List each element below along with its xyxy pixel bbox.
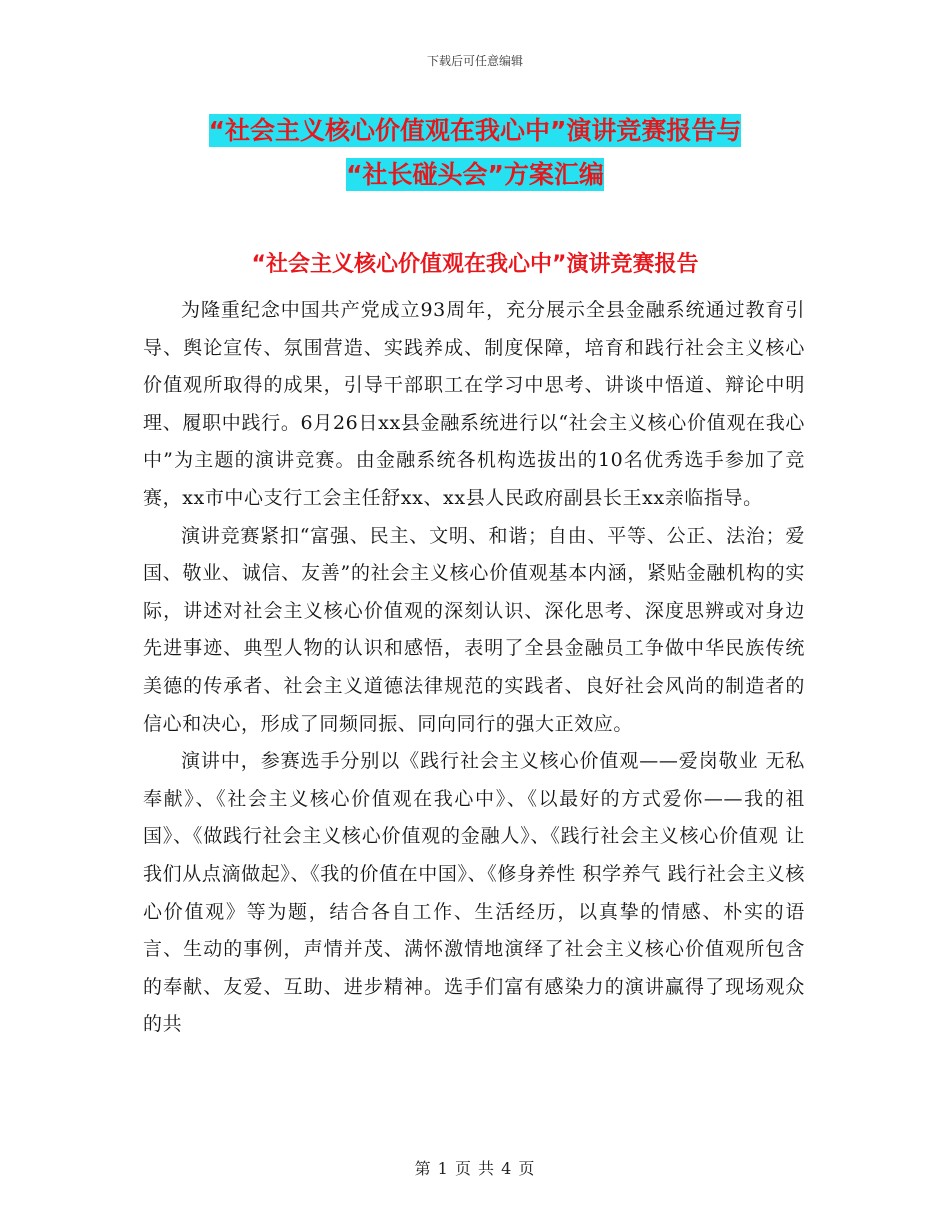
paragraph: 演讲竞赛紧扣“富强、民主、文明、和谐；自由、平等、公正、法治；爱国、敬业、诚信、友善”的社会主义核心价值观基本内涵，紧贴金融机构的实际，讲述对社会主义核心价值观的深刻认识、深化思考、深度思辨或对身边先进事迹、典型人物的认识和感悟，表明了全县金融员工争做中华民族传统美德的传承者、社会主义道德法律规范的实践者、良好社会风尚的制造者的信心和决心，形成了同频同振、同向同行的强大正效应。 xyxy=(143,524,805,735)
header-note: 下载后可任意编辑 xyxy=(426,54,523,68)
body-text xyxy=(143,292,805,1044)
page-footer: 第 1 页 共 4 页 xyxy=(414,1159,536,1178)
paragraph: 为隆重纪念中国共产党成立93周年，充分展示全县金融系统通过教育引导、舆论宣传、氛围营造、实践养成、制度保障，培育和践行社会主义核心价值观所取得的成果，引导干部职工在学习中思考、讲谈中悟道、辩论中明理、履职中践行。6月26日xx县金融系统进行以“社会主义核心价值观在我心中”为主题的演讲竞赛。由金融系统各机构选拔出的10名优秀选手参加了竞赛，xx市中心支行工会主任舒xx、xx县人民政府副县长王xx亲临指导。 xyxy=(143,299,805,509)
section-title: “社会主义核心价值观在我心中”演讲竞赛报告 xyxy=(251,252,699,277)
document-title-line-2-text: “社长碰头会”方案汇编 xyxy=(346,160,604,189)
document-title-line-1-text: “社会主义核心价值观在我心中”演讲竞赛报告与 xyxy=(208,116,742,145)
paragraph: 演讲中，参赛选手分别以《践行社会主义核心价值观——爱岗敬业 无私奉献》、《社会主义核心价值观在我心中》、《以最好的方式爱你——我的祖国》、《做践行社会主义核心价值观的金融人》、《践行社会主义核心价值观 让我们从点滴做起》、《我的价值在中国》、《修身养性 积学养气 践行社会主义核心价值观》等为题，结合各自工作、生活经历，以真挚的情感、朴实的语言、生动的事例，声情并茂、满怀激情地演绎了社会主义核心价值观所包含的奉献、友爱、互助、进步精神。选手们富有感染力的演讲赢得了现场观众的共 xyxy=(143,750,805,1036)
document-title-line-1 xyxy=(0,113,950,149)
document-title-line-2 xyxy=(0,157,950,193)
